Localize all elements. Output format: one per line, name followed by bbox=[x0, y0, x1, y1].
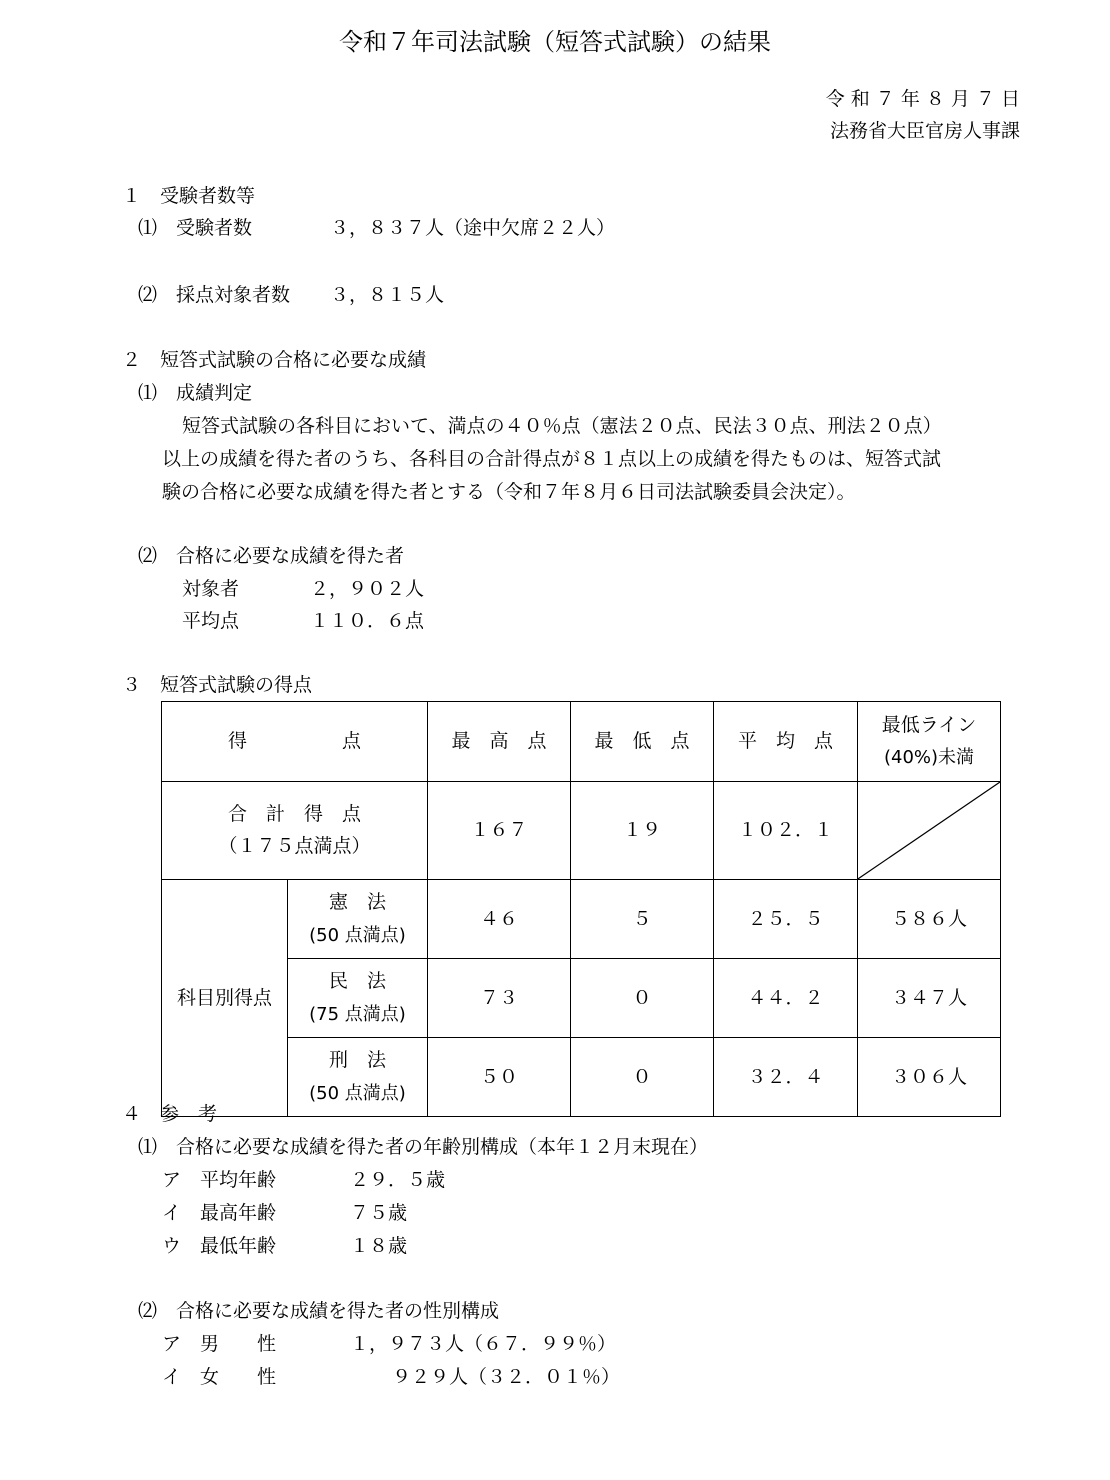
subject-name-text: 憲 法 bbox=[328, 891, 386, 914]
age-avg-value: ２９．５歳 bbox=[350, 1169, 446, 1191]
table-header-row bbox=[162, 702, 1001, 782]
section3-heading: ３ 短答式試験の得点 bbox=[122, 674, 313, 696]
header-below-line bbox=[858, 702, 1001, 782]
subject-full-score: (50 点満点) bbox=[309, 924, 406, 946]
examinee-count-label: ⑴ 受験者数 bbox=[138, 217, 253, 239]
age-avg-label: ア 平均年齢 bbox=[162, 1169, 277, 1191]
subject-name-text: 民 法 bbox=[328, 970, 386, 993]
page-title: 令和７年司法試験（短答式試験）の結果 bbox=[339, 28, 771, 56]
subject-below: ３４７人 bbox=[858, 958, 1001, 1037]
table-row-subject bbox=[162, 879, 1001, 958]
judgment-label: ⑴ 成績判定 bbox=[138, 382, 253, 404]
subject-max: ４６ bbox=[428, 879, 571, 958]
subject-below: ５８６人 bbox=[858, 879, 1001, 958]
subject-min: ０ bbox=[571, 1037, 714, 1116]
subject-avg: ３２．４ bbox=[714, 1037, 858, 1116]
total-label-1: 合 計 得 点 bbox=[227, 803, 361, 826]
subject-group-label: 科目別得点 bbox=[162, 879, 288, 1116]
header-score: 得 点 bbox=[162, 702, 428, 782]
subject-max: ５０ bbox=[428, 1037, 571, 1116]
judgment-paragraph-line2: 以上の成績を得た者のうち、各科目の合計得点が８１点以上の成績を得たものは、短答式試 bbox=[162, 448, 942, 470]
header-min: 最 低 点 bbox=[571, 702, 714, 782]
passers-label: ⑵ 合格に必要な成績を得た者 bbox=[138, 545, 405, 567]
subject-name bbox=[288, 879, 428, 958]
age-min-value: １８歳 bbox=[350, 1235, 408, 1257]
gender-male-value: １，９７３人（６７．９９％） bbox=[350, 1333, 617, 1355]
subject-avg: ４４．２ bbox=[714, 958, 858, 1037]
section2-heading: ２ 短答式試験の合格に必要な成績 bbox=[122, 349, 427, 371]
header-below-line-1: 最低ライン bbox=[881, 714, 977, 737]
table-row-total bbox=[162, 782, 1001, 880]
gender-composition-label: ⑵ 合格に必要な成績を得た者の性別構成 bbox=[138, 1300, 500, 1322]
subject-max: ７３ bbox=[428, 958, 571, 1037]
section1-heading: １ 受験者数等 bbox=[122, 185, 256, 207]
section4-heading: ４ 参 考 bbox=[122, 1103, 218, 1125]
table-row-subject bbox=[162, 958, 1001, 1037]
age-min-label: ウ 最低年齢 bbox=[162, 1235, 277, 1257]
gender-female-label: イ 女 性 bbox=[162, 1366, 277, 1388]
issuer: 法務省大臣官房人事課 bbox=[829, 120, 1020, 142]
header-max: 最 高 点 bbox=[428, 702, 571, 782]
issue-date: 令 和 ７ 年 ８ 月 ７ 日 bbox=[825, 88, 1020, 110]
header-avg: 平 均 点 bbox=[714, 702, 858, 782]
age-max-label: イ 最高年齢 bbox=[162, 1202, 277, 1224]
average-value: １１０．６点 bbox=[310, 610, 425, 632]
total-label bbox=[162, 782, 428, 880]
total-min: １９ bbox=[571, 782, 714, 880]
total-avg: １０２．１ bbox=[714, 782, 858, 880]
subject-full-score: (75 点満点) bbox=[309, 1003, 406, 1025]
subject-name-text: 刑 法 bbox=[328, 1049, 386, 1072]
examinee-count-value: ３，８３７人（途中欠席２２人） bbox=[330, 217, 616, 239]
judgment-paragraph-line3: 験の合格に必要な成績を得た者とする（令和７年８月６日司法試験委員会決定）。 bbox=[162, 481, 856, 503]
graded-count-label: ⑵ 採点対象者数 bbox=[138, 284, 291, 306]
graded-count-value: ３，８１５人 bbox=[330, 284, 445, 306]
total-below-empty bbox=[858, 782, 1001, 880]
subject-min: ５ bbox=[571, 879, 714, 958]
total-max: １６７ bbox=[428, 782, 571, 880]
subject-below: ３０６人 bbox=[858, 1037, 1001, 1116]
score-table bbox=[161, 701, 1001, 1117]
target-label: 対象者 bbox=[182, 578, 240, 600]
age-composition-label: ⑴ 合格に必要な成績を得た者の年齢別構成（本年１２月末現在） bbox=[138, 1136, 709, 1158]
judgment-paragraph-line1: 短答式試験の各科目において、満点の４０％点（憲法２０点、民法３０点、刑法２０点） bbox=[182, 415, 942, 437]
subject-full-score: (50 点満点) bbox=[309, 1082, 406, 1104]
subject-min: ０ bbox=[571, 958, 714, 1037]
total-label-2: （１７５点満点） bbox=[218, 835, 371, 858]
age-max-value: ７５歳 bbox=[350, 1202, 408, 1224]
gender-female-value: ９２９人（３２．０１％） bbox=[392, 1366, 621, 1388]
subject-avg: ２５．５ bbox=[714, 879, 858, 958]
diagonal-line bbox=[858, 782, 1000, 879]
table-row-subject bbox=[162, 1037, 1001, 1116]
subject-name bbox=[288, 1037, 428, 1116]
gender-male-label: ア 男 性 bbox=[162, 1333, 277, 1355]
subject-name bbox=[288, 958, 428, 1037]
header-below-line-2: (40%)未満 bbox=[883, 747, 975, 769]
target-value: ２，９０２人 bbox=[310, 578, 425, 600]
average-label: 平均点 bbox=[182, 610, 240, 632]
